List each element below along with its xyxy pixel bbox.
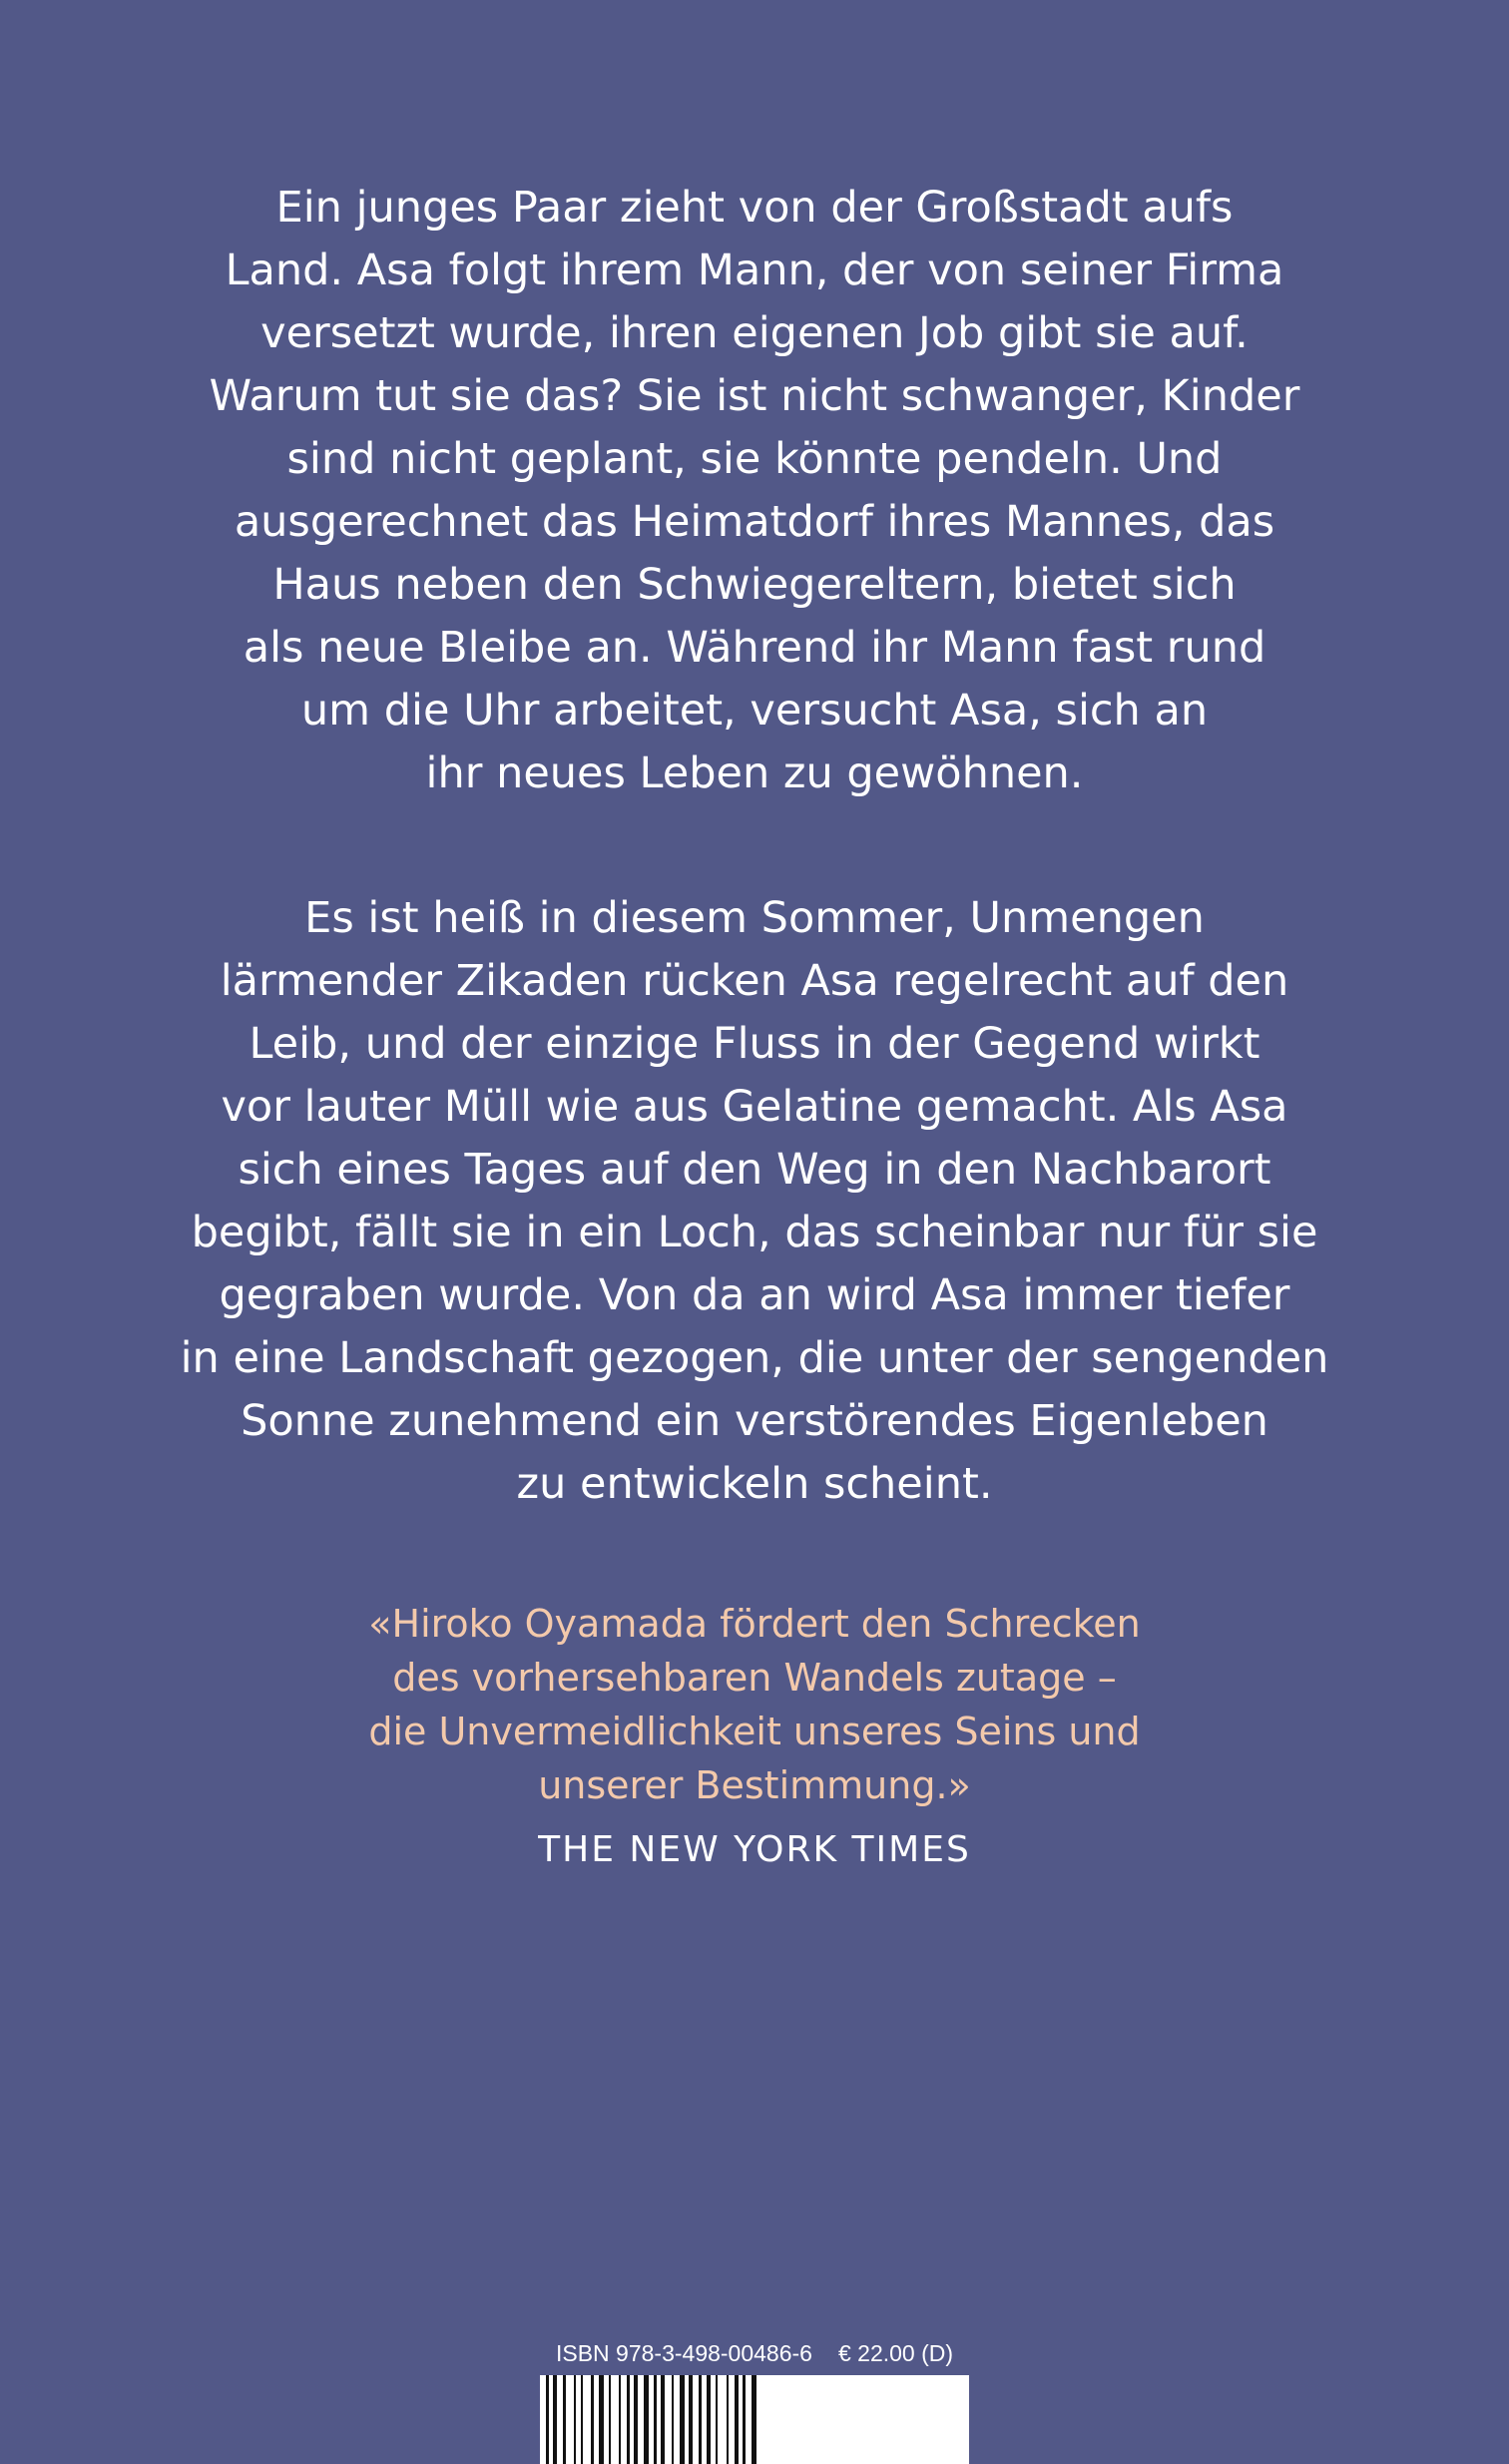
barcode-bar xyxy=(752,2375,756,2464)
blurb-line: lärmender Zikaden rücken Asa regelrecht auf den xyxy=(220,956,1289,1006)
barcode-bars xyxy=(540,2375,969,2464)
blurb-paragraph-1 xyxy=(0,177,1509,805)
barcode-bar xyxy=(716,2375,718,2464)
barcode-bar xyxy=(627,2375,630,2464)
quote-line: unserer Bestimmung.» xyxy=(538,1763,971,1807)
barcode-bar xyxy=(689,2375,693,2464)
blurb-line: ihr neues Leben zu gewöhnen. xyxy=(425,748,1084,798)
blurb-line: sind nicht geplant, sie könnte pendeln. Und xyxy=(286,434,1223,484)
barcode-bar xyxy=(591,2375,594,2464)
barcode-bar xyxy=(680,2375,685,2464)
barcode-bar xyxy=(619,2375,621,2464)
blurb-line: Es ist heiß in diesem Sommer, Unmengen xyxy=(304,893,1205,943)
blurb-line: Sonne zunehmend ein verstörendes Eigenleben xyxy=(241,1396,1268,1446)
blurb-line: Warum tut sie das? Sie ist nicht schwanger, Kinder xyxy=(209,371,1300,421)
blurb-paragraph-2 xyxy=(0,887,1509,1516)
blurb-line: Haus neben den Schwiegereltern, bietet sich xyxy=(272,560,1237,610)
barcode-bar xyxy=(735,2375,739,2464)
blurb-line: um die Uhr arbeitet, versucht Asa, sich an xyxy=(300,686,1209,736)
blurb-line: als neue Bleibe an. Während ihr Mann fast rund xyxy=(243,623,1266,673)
blurb-line: sich eines Tages auf den Weg in den Nachbarort xyxy=(238,1145,1271,1195)
barcode-bar xyxy=(563,2375,566,2464)
blurb-line: zu entwickeln scheint. xyxy=(516,1459,993,1509)
quote-line: des vorhersehbaren Wandels zutage – xyxy=(392,1656,1117,1700)
blurb-line: begibt, fällt sie in ein Loch, das scheinbar nur für sie xyxy=(191,1208,1318,1257)
barcode-bar xyxy=(599,2375,604,2464)
barcode-bar xyxy=(727,2375,729,2464)
barcode-bar xyxy=(553,2375,557,2464)
imprint-row xyxy=(0,2335,1509,2371)
barcode-bar xyxy=(634,2375,638,2464)
blurb-line: Land. Asa folgt ihrem Mann, der von seiner Firma xyxy=(225,246,1284,295)
barcode-bar xyxy=(743,2375,746,2464)
barcode-bar xyxy=(707,2375,711,2464)
barcode-bar xyxy=(546,2375,549,2464)
isbn-text: ISBN 978-3-498-00486-6 xyxy=(555,2340,812,2366)
price-text: € 22.00 (D) xyxy=(837,2340,954,2366)
quote-line: die Unvermeidlichkeit unseres Seins und xyxy=(368,1710,1141,1753)
barcode xyxy=(540,2375,969,2464)
blurb-line: Leib, und der einzige Fluss in der Gegend wirkt xyxy=(249,1019,1260,1069)
barcode-bar xyxy=(661,2375,665,2464)
barcode-bar xyxy=(672,2375,674,2464)
barcode-bar xyxy=(644,2375,649,2464)
blurb-line: vor lauter Müll wie aus Gelatine gemacht. Als Asa xyxy=(221,1082,1288,1132)
blurb-line: ausgerechnet das Heimatdorf ihres Mannes, das xyxy=(234,497,1275,547)
barcode-bar xyxy=(609,2375,611,2464)
blurb-line: Ein junges Paar zieht von der Großstadt aufs xyxy=(275,183,1234,233)
barcode-bar xyxy=(581,2375,583,2464)
quote-line: «Hiroko Oyamada fördert den Schrecken xyxy=(368,1602,1141,1646)
review-quote xyxy=(0,1597,1509,1812)
barcode-bar xyxy=(654,2375,657,2464)
barcode-bar xyxy=(699,2375,702,2464)
review-source: THE NEW YORK TIMES xyxy=(538,1829,971,1870)
blurb-line: gegraben wurde. Von da an wird Asa immer tiefer xyxy=(219,1270,1290,1320)
barcode-bar xyxy=(574,2375,576,2464)
blurb-line: in eine Landschaft gezogen, die unter der sengenden xyxy=(180,1333,1329,1383)
blurb-line: versetzt wurde, ihren eigenen Job gibt sie auf. xyxy=(260,308,1249,358)
